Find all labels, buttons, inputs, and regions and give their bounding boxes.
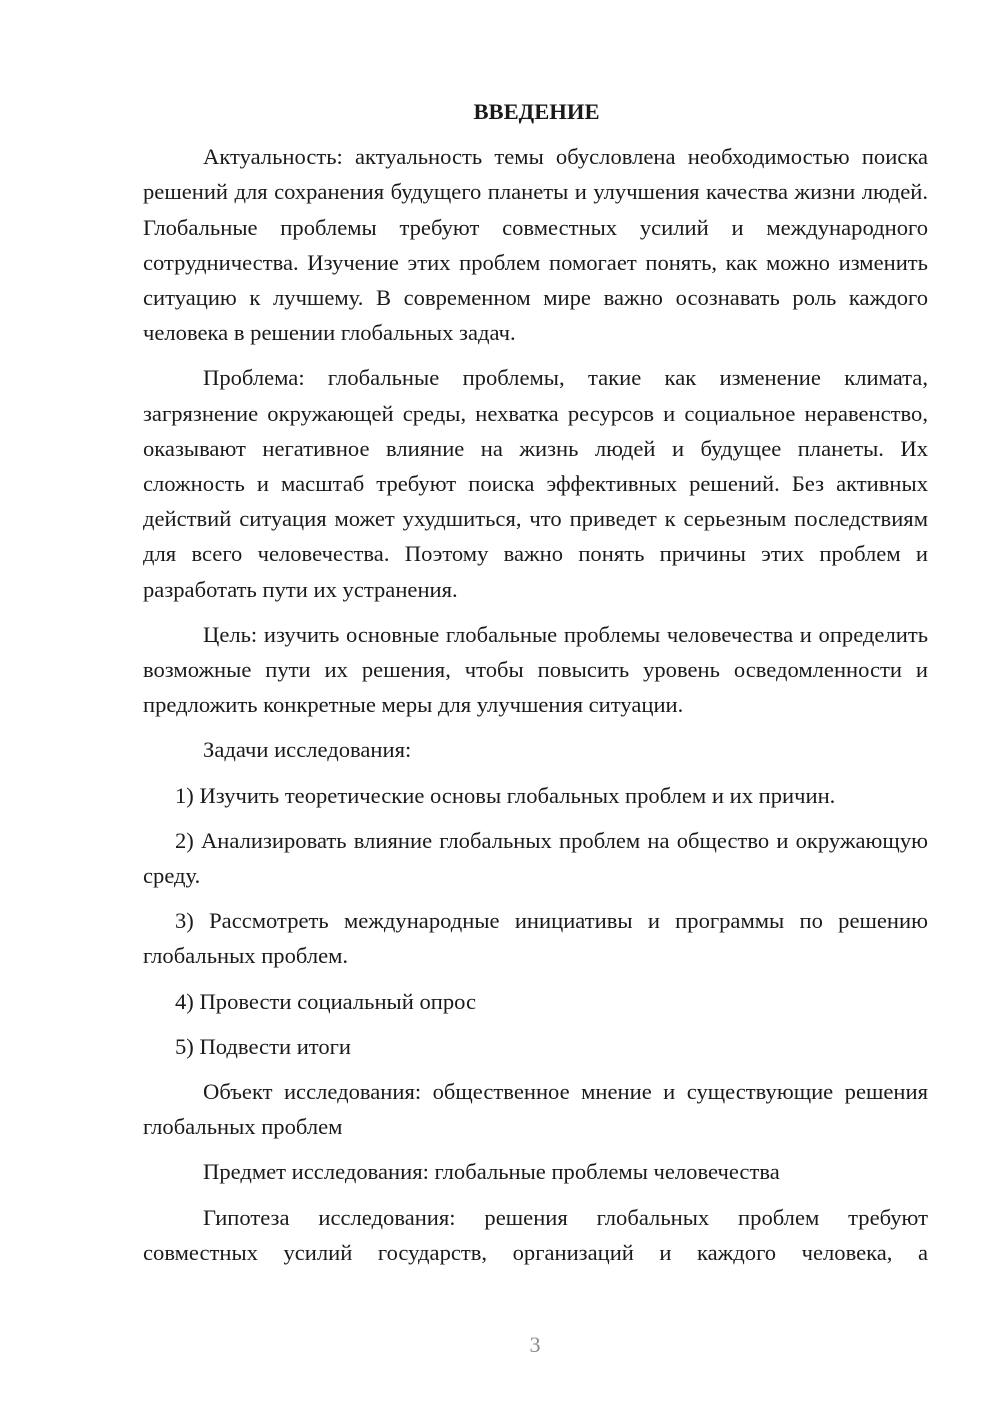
task-item-4: 4) Провести социальный опрос: [175, 988, 477, 1014]
subject-paragraph: Предмет исследования: глобальные проблемы человечества: [203, 1159, 780, 1185]
task-item-1: 1) Изучить теоретические основы глобальных проблем и их причин.: [175, 782, 836, 808]
relevance-paragraph: Актуальность: актуальность темы обусловлена необходимостью поиска решений для сохранения будущего планеты и улучшения качества жизни людей. Глобальные проблемы требуют совместных усилий и международного сотрудничества. Изучение этих проблем помогает понять, как можно изменить ситуацию к лучшему. В современном мире важно осознавать роль каждого человека в решении глобальных задач.: [143, 144, 928, 346]
page-content: [143, 94, 928, 1270]
problem-paragraph: Проблема: глобальные проблемы, такие как изменение климата, загрязнение окружающей среды, нехватка ресурсов и социальное неравенство, оказывают негативное влияние на жизнь людей и будущее планеты. Их сложность и масштаб требуют поиска эффективных решений. Без активных действий ситуация может ухудшиться, что приведет к серьезным последствиям для всего человечества. Поэтому важно понять причины этих проблем и разработать пути их устранения.: [143, 365, 928, 602]
object-paragraph: Объект исследования: общественное мнение и существующие решения глобальных проблем: [143, 1079, 928, 1140]
goal-paragraph: Цель: изучить основные глобальные проблемы человечества и определить возможные пути их решения, чтобы повысить уровень осведомленности и предложить конкретные меры для улучшения ситуации.: [143, 621, 928, 718]
section-title: ВВЕДЕНИЕ: [473, 99, 600, 124]
page-number: 3: [529, 1332, 541, 1357]
task-item-5: 5) Подвести итоги: [175, 1033, 352, 1059]
hypothesis-paragraph: Гипотеза исследования: решения глобальных проблем требуют совместных усилий государств, организаций и каждого человека, а: [143, 1204, 928, 1265]
tasks-heading: Задачи исследования:: [203, 737, 412, 763]
task-item-2: 2) Анализировать влияние глобальных проблем на общество и окружающую среду.: [143, 827, 928, 889]
task-item-3: 3) Рассмотреть международные инициативы и программы по решению глобальных проблем.: [143, 908, 928, 969]
